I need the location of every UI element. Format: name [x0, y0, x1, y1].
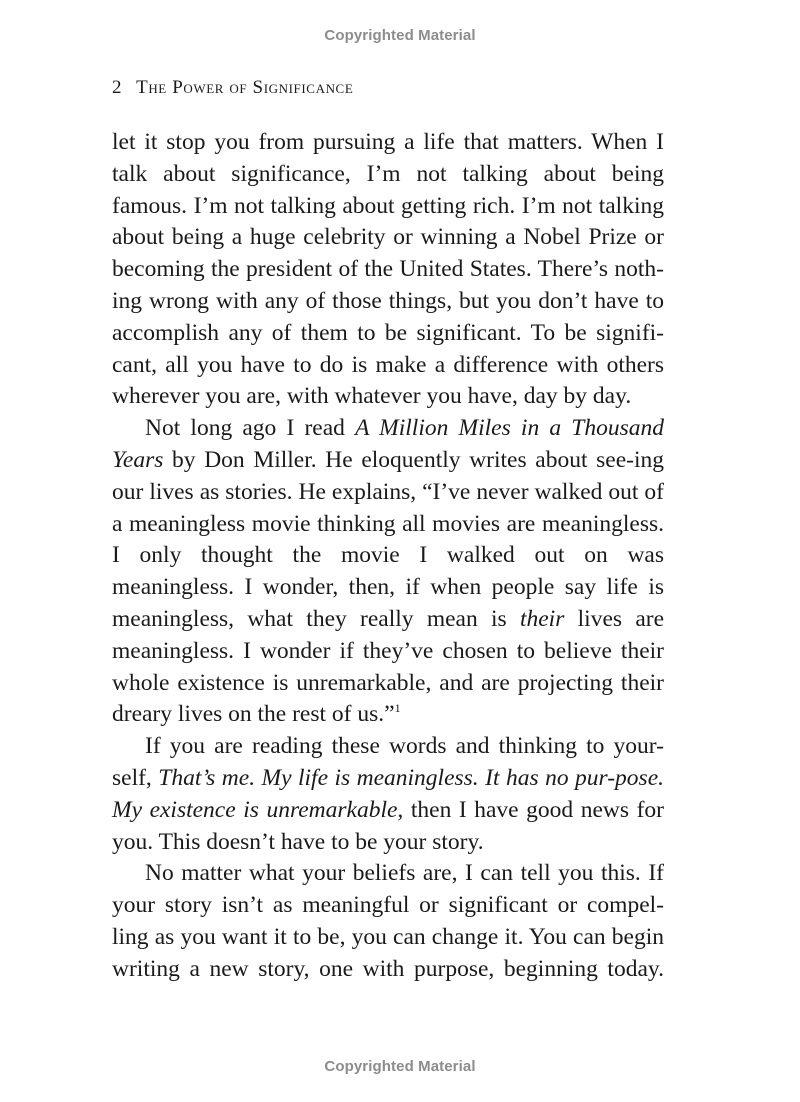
- paragraph: [112, 731, 664, 858]
- text-run: let it stop you from pursuing a life that matters. When I talk about significance, I’m not talking about being famous. I’m not talking about getting rich. I’m not talking about being a huge celebrity or winning a Nobel Prize or becoming the president of the United States. There’s noth-ing wrong with any of those things, but you don’t have to accomplish any of them to be significant. To be signifi-cant, all you have to do is make a difference with others wherever you are, with whatever you have, day by day.: [112, 129, 664, 410]
- text-run: by Don Miller. He eloquently writes about see-ing our lives as stories. He explains, “I’ve never walked out of a meaningless movie thinking all movies are meaningless. I only thought the movie I walked out on was meaningless. I wonder, then, if when people say life is meaningless, what they really mean is: [112, 446, 664, 632]
- paragraph: [112, 858, 664, 985]
- italic-text: That’s me. My life is meaningless. It has no pur-pose. My existence is unremarkable,: [112, 764, 664, 823]
- text-run: Not long ago I read: [145, 415, 356, 442]
- footnote-marker: 1: [394, 701, 401, 716]
- text-run: If you are reading these words and thinking to your-self,: [112, 733, 664, 791]
- paragraph: [112, 413, 664, 731]
- paragraph: [112, 127, 664, 413]
- copyright-watermark-top: Copyrighted Material: [324, 27, 476, 44]
- text-run: then I have good news for you. This doesn’t have to be your story.: [112, 796, 664, 855]
- copyright-watermark-bottom: Copyrighted Material: [324, 1058, 476, 1075]
- book-title: The Power of Significance: [136, 77, 354, 98]
- running-head: [112, 77, 353, 99]
- italic-text: A Million Miles in a Thousand Years: [112, 415, 664, 473]
- text-run: lives are meaningless. I wonder if they’ve chosen to believe their whole existence is unremarkable, and are projecting their dreary lives on the rest of us.”: [112, 605, 664, 728]
- text-run: No matter what your beliefs are, I can tell you this. If your story isn’t as meaningful or significant or compel-ling as you want it to be, you can change it. You can begin writing a new story, one with purpose, beginning today.: [112, 860, 664, 982]
- italic-text: their: [519, 605, 565, 632]
- body-text: [112, 127, 664, 986]
- page-number: 2: [112, 77, 123, 98]
